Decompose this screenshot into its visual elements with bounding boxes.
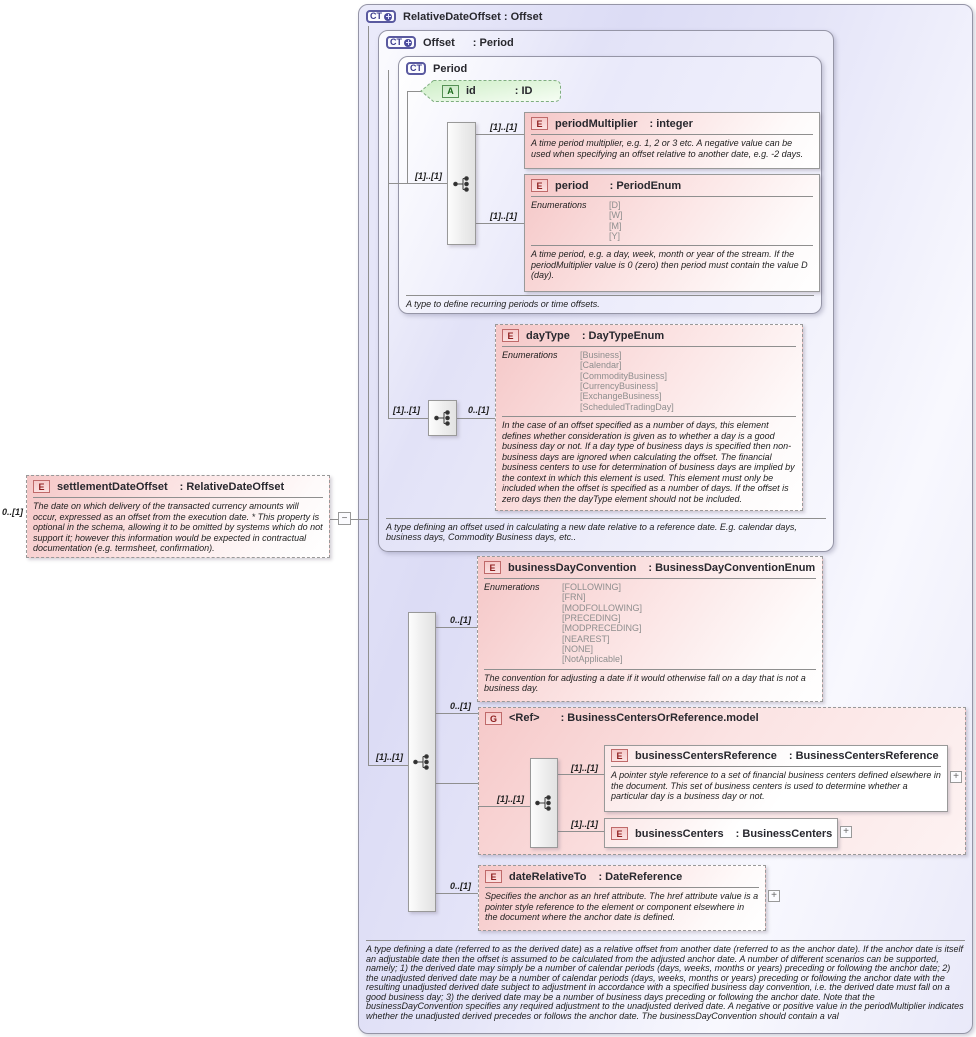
cardinality-label: 0..[1] — [2, 507, 24, 517]
cardinality-label: [1]..[1] — [415, 171, 442, 181]
enumerations-label: Enumerations — [502, 350, 558, 360]
element-icon: E — [485, 870, 502, 883]
relativedateoffset-annotation: A type defining a date (referred to as the derived date) as a relative offset from another date (referred to as the anchor date). If the anchor date is itself an adjustable date then the offset is assumed to be calculated from the adjusted anchor date. A number of different scenarios can be supported, namely; 1) the derived date may simply be a number of calendar periods (days, weeks, months or years) preceding or following the anchor date; 2) the unadjusted derived date may be a number of calendar periods (days, weeks, months or years) preceding or following the anchor date with the resulting unadjusted derived date subject to adjustment in accordance with a specified business day convention, i.e. the derived date must fall on a good business day; 3) the derived date may be a number of business days preceding or following the anchor date. Note that the businessDayConvention specifies any required adjustment to the unadjusted derived date. A negative or positive value in the periodMultiplier indicates whether the unadjusted derived precedes or follows the anchor date. The businessDayConvention should contain a val — [366, 940, 965, 1021]
complextype-icon: CT — [386, 36, 416, 49]
connector-line — [368, 765, 408, 766]
sequence-icon — [408, 612, 436, 912]
element-icon: E — [531, 117, 548, 130]
element-icon: E — [502, 329, 519, 342]
offset-annotation: A type defining an offset used in calculating a new date relative to a reference date. E.g. calendar days, business days, Commodity Business days, etc.. — [386, 518, 826, 543]
element-daytype[interactable] — [495, 324, 803, 511]
expand-button[interactable] — [840, 826, 852, 838]
cardinality-label: 0..[1] — [450, 701, 472, 711]
element-businesscentersreference-type: : BusinessCentersReference — [788, 749, 939, 762]
element-icon: E — [611, 827, 628, 840]
connector-line — [436, 713, 478, 714]
connector-line — [351, 519, 368, 520]
element-settlementdateoffset-doc: The date on which delivery of the transacted currency amounts will occur, expressed as an offset from the execution date. * This property is optional in the schema, allowing it to be omitted by systems which do not support it; however this information would be expected in contractual documentation (e.g. termsheet, confirmation). — [33, 501, 323, 554]
connector-line — [407, 91, 421, 92]
period-annotation: A type to define recurring periods or time offsets. — [406, 295, 814, 309]
element-businesscentersreference[interactable] — [604, 745, 948, 812]
connector-line — [436, 627, 477, 628]
element-daterelativeto-type: : DateReference — [598, 870, 683, 883]
element-periodmultiplier-type: : integer — [649, 117, 693, 130]
connector-line — [330, 519, 338, 520]
element-businesscenters-type: : BusinessCenters — [735, 827, 833, 840]
cardinality-label: 0..[1] — [468, 405, 490, 415]
element-daytype-doc: In the case of an offset specified as a number of days, this element defines whether consideration is given as to whether a day is a good business day or not. If a day type of business days is specified then non-business days are ignored when calculating the offset. The financial business centers to use for determination of business days are implied by the context in which this element is used. This element must only be included when the offset is specified as a number of days. If the offset is zero days then the dayType element should not be included. — [502, 420, 795, 504]
element-businessdayconvention-name: businessDayConvention — [508, 561, 637, 574]
cardinality-label: 0..[1] — [450, 615, 472, 625]
connector-line — [558, 774, 604, 775]
cardinality-label: [1]..[1] — [490, 122, 517, 132]
attribute-id-type: : ID — [514, 85, 533, 97]
enumeration-values: [Business] [Calendar] [CommodityBusiness] [CurrencyBusiness] [ExchangeBusiness] [ScheduledTradingDay] — [580, 350, 674, 412]
connector-line — [407, 91, 408, 183]
connector-line — [457, 418, 495, 419]
element-icon: E — [531, 179, 548, 192]
complextype-offset-base: : Period — [472, 37, 514, 49]
element-periodmultiplier-name: periodMultiplier — [555, 117, 638, 130]
element-businesscenters[interactable] — [604, 818, 838, 848]
collapse-button[interactable] — [338, 512, 351, 525]
enumeration-values: [FOLLOWING] [FRN] [MODFOLLOWING] [PRECEDING] [MODPRECEDING] [NEAREST] [NONE] [NotApplicable] — [562, 582, 643, 665]
attribute-icon: A — [442, 85, 459, 98]
connector-line — [476, 223, 524, 224]
connector-line — [558, 831, 604, 832]
enumerations-label: Enumerations — [484, 582, 540, 592]
element-daterelativeto-doc: Specifies the anchor as an href attribute. The href attribute value is a pointer style reference to the element or component elsewhere in the document where the anchor date is defined. — [485, 891, 759, 923]
group-type: : BusinessCentersOrReference.model — [560, 712, 759, 724]
connector-line — [478, 806, 530, 807]
cardinality-label: [1]..[1] — [571, 819, 598, 829]
complextype-icon: CT — [406, 62, 426, 75]
group-name: <Ref> — [509, 712, 540, 724]
attribute-id-name: id — [466, 85, 476, 97]
sequence-icon — [447, 122, 476, 245]
cardinality-label: [1]..[1] — [376, 752, 403, 762]
element-period[interactable] — [524, 174, 820, 292]
choice-icon — [530, 758, 558, 848]
connector-line — [436, 783, 478, 784]
element-period-name: period — [555, 179, 589, 192]
element-icon: E — [33, 480, 50, 493]
connector-line — [388, 183, 447, 184]
cardinality-label: [1]..[1] — [497, 794, 524, 804]
element-period-type: : PeriodEnum — [609, 179, 682, 192]
connector-line — [368, 26, 369, 765]
element-businessdayconvention-doc: The convention for adjusting a date if it would otherwise fall on a day that is not a business day. — [484, 672, 806, 694]
connector-line — [388, 70, 389, 418]
element-businessdayconvention[interactable] — [477, 556, 823, 702]
connector-line — [436, 893, 478, 894]
element-daterelativeto[interactable] — [478, 865, 766, 931]
cardinality-label: [1]..[1] — [571, 763, 598, 773]
element-periodmultiplier[interactable] — [524, 112, 820, 169]
element-icon: E — [611, 749, 628, 762]
complextype-period-header — [399, 57, 821, 80]
cardinality-label: [1]..[1] — [490, 211, 517, 221]
complextype-offset-name: Offset — [423, 37, 455, 49]
element-businesscenters-name: businessCenters — [635, 827, 724, 840]
element-settlementdateoffset-type: : RelativeDateOffset — [179, 480, 285, 493]
expand-button[interactable] — [950, 771, 962, 783]
element-settlementdateoffset-name: settlementDateOffset — [57, 480, 168, 493]
derived-plus-icon — [384, 13, 392, 21]
connector-line — [388, 418, 428, 419]
expand-button[interactable] — [768, 890, 780, 902]
element-daytype-name: dayType — [526, 329, 570, 342]
complextype-period-name: Period — [433, 63, 468, 75]
enumerations-label: Enumerations — [531, 200, 587, 210]
derived-plus-icon — [404, 39, 412, 47]
enumeration-values: [D] [W] [M] [Y] — [609, 200, 623, 242]
cardinality-label: 0..[1] — [450, 881, 472, 891]
group-icon: G — [485, 712, 502, 725]
element-daterelativeto-name: dateRelativeTo — [509, 870, 587, 883]
element-period-doc: A time period, e.g. a day, week, month or year of the stream. If the periodMultiplier value is 0 (zero) then period must contain the value D (day). — [531, 249, 808, 281]
complextype-relativedateoffset-title: RelativeDateOffset : Offset — [403, 11, 543, 23]
complextype-offset-header — [379, 31, 833, 54]
complextype-relativedateoffset-header — [359, 5, 972, 28]
element-businesscentersreference-doc: A pointer style reference to a set of financial business centers defined elsewhere in the document. This set of business centers is used to determine whether a particular day is a business day or not. — [611, 770, 941, 802]
element-daytype-type: : DayTypeEnum — [581, 329, 665, 342]
cardinality-label: [1]..[1] — [393, 405, 420, 415]
attribute-id[interactable] — [420, 80, 561, 102]
element-businessdayconvention-type: : BusinessDayConventionEnum — [648, 561, 816, 574]
complextype-icon: CT — [366, 10, 396, 23]
element-icon: E — [484, 561, 501, 574]
sequence-icon — [428, 400, 457, 436]
element-periodmultiplier-doc: A time period multiplier, e.g. 1, 2 or 3 etc. A negative value can be used when specifying an offset relative to another date, e.g. -2 days. — [531, 138, 804, 159]
connector-line — [476, 134, 524, 135]
element-settlementdateoffset[interactable] — [26, 475, 330, 558]
element-businesscentersreference-name: businessCentersReference — [635, 749, 777, 762]
